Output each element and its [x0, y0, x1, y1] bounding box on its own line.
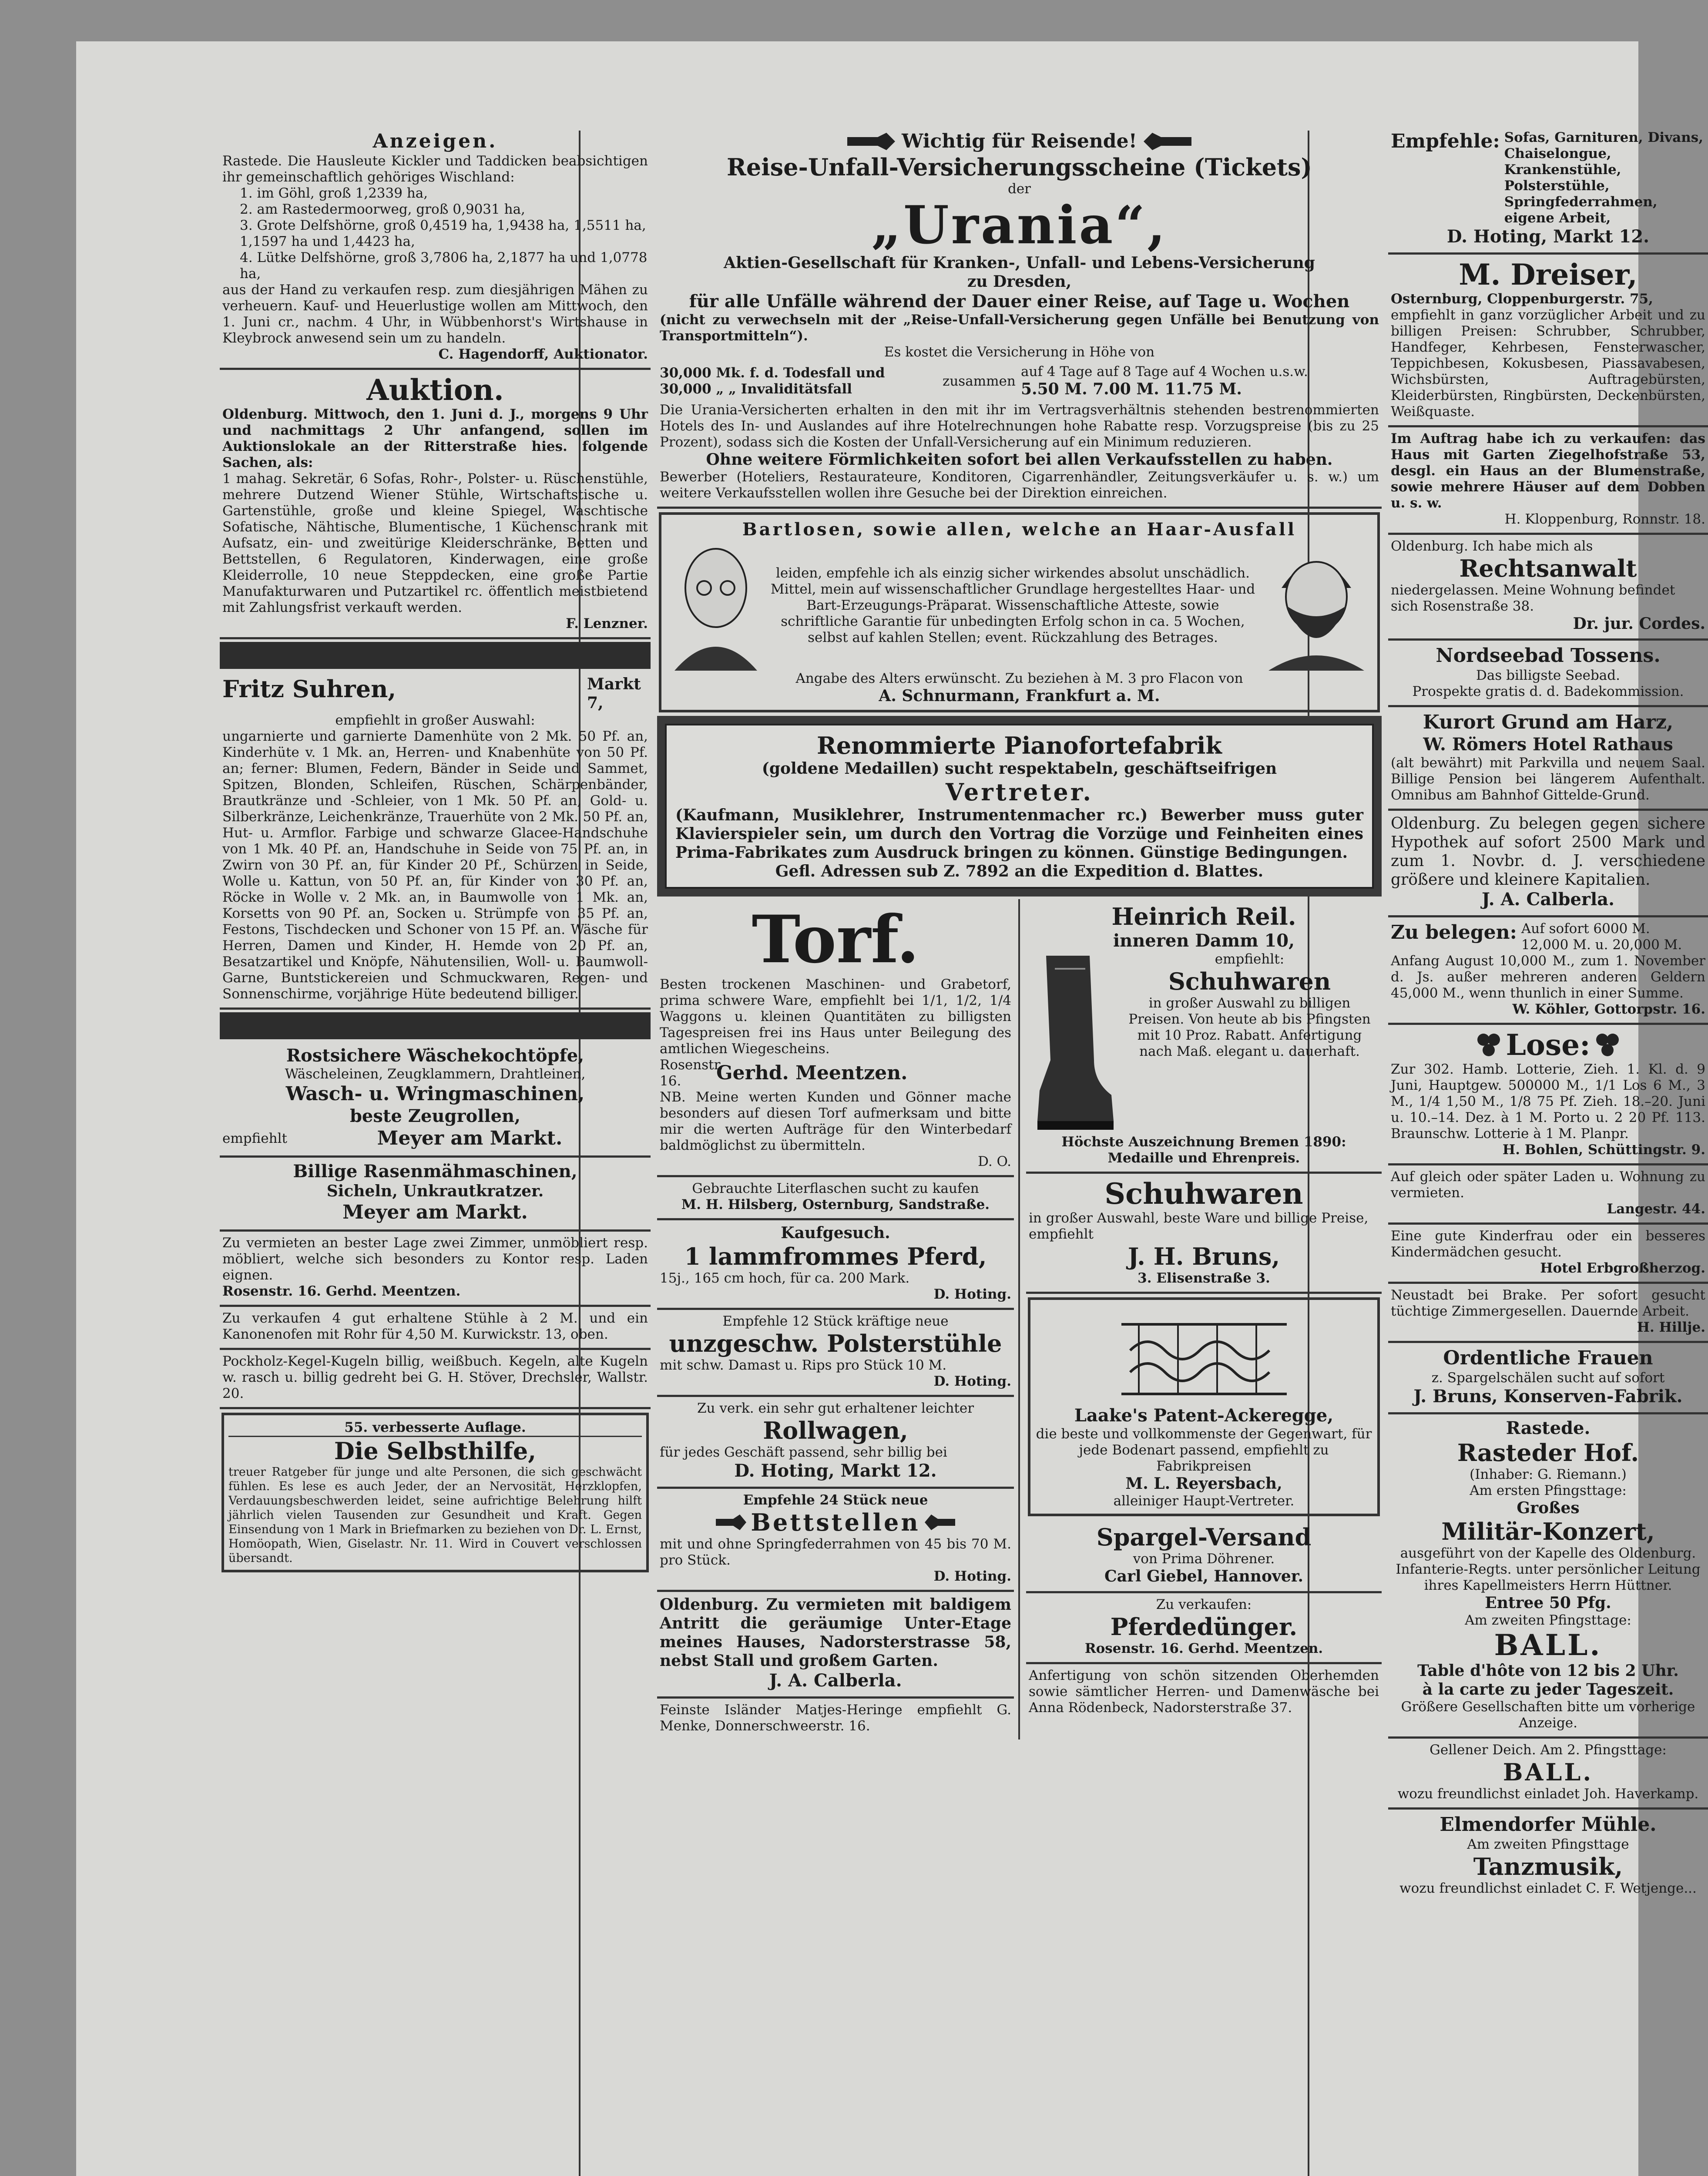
ad-title: Rechtsanwalt — [1459, 554, 1637, 582]
ad-schuhwaren-bruns — [1026, 1174, 1382, 1294]
ad-gellener-deich — [1388, 1739, 1708, 1810]
ad-haarausfall — [659, 512, 1380, 712]
ad-text: Es kostet die Versicherung in Höhe von — [884, 344, 1155, 360]
ad-subtitle: für alle Unfälle während der Dauer einer Reise, auf Tage u. Wochen — [689, 291, 1350, 312]
ad-headline: Rollwagen, — [763, 1417, 908, 1444]
ad-text: zusammen — [943, 373, 1016, 389]
ad-text: Pockholz-Kegel-Kugeln billig, weißbuch. Kegeln, alte Kugeln w. rasch u. billig gedreht bei G. H. Stöver, Drechsler, Wallstr. 20. — [222, 1353, 648, 1401]
ad-title: Empfehle: — [1391, 130, 1500, 152]
ad-title: M. Dreiser, — [1459, 258, 1638, 292]
ad-kegelkugeln — [220, 1350, 651, 1409]
ad-text: (goldene Medaillen) sucht respektabeln, geschäftseifrigen — [762, 759, 1277, 778]
ad-signature: J. A. Calberla. — [1481, 889, 1615, 910]
ad-signature: H. Kloppenburg, Ronnstr. 18. — [1504, 511, 1705, 527]
ad-polsterstuehle — [657, 1310, 1014, 1397]
ad-title: Auktion. — [366, 373, 504, 407]
ad-text: Zu verkaufen: — [1156, 1597, 1252, 1612]
ad-text: Gebrauchte Literflaschen sucht zu kaufen — [692, 1181, 979, 1196]
ad-text: ungarnierte und garnierte Damenhüte von 2 Mk. 50 Pf. an, Kinderhüte v. 1 Mk. an, Herren- und Knabenhüte von 50 Pf. an; ferner: Blumen, Federn, Bänder in Seide und Sammet, Spitzen, Blonden, Schleifen, Rüschen, Schärpenbänder, Brautkränze und -Schleier, von 1 Mk. 50 Pf. an, Gold- u. Silberkränze, Leichenkränze, Trauerhüte von 2 Mk. 50 Pf. an, Hut- u. Armflor. Farbige und schwarze Glacee-Handschuhe von 1 Mk. 40 Pf. an, Handschuhe in Seide von 75 Pf. an, in Zwirn von 30 Pf. an, für Kinder 20 Pf., Schürzen in Seide, Wolle u. Kattun, von 50 Pf. an, für Kinder von 30 Pf. an, Röcke in Wolle v. 2 Mk. an, in Baumwolle von 1 Mk. an, Korsetts von 90 Pf. an, Socken u. Strümpfe von 35 Pf. an, Festons, Tischdecken und Schoner von 15 Pf. an. Wäsche für Herren, Damen und Kinder, H. Hemde von 20 Pf. an, Besatzartikel und Knöpfe, Nähutensilien, Woll- u. Baumwoll-Garne, Buntstickereien und Schmuckwaren, Regen- und Sonnenschirme, vorjährige Hüte bedeutend billiger. — [222, 729, 648, 1002]
ad-signature: H. Bohlen, Schüttingstr. 9. — [1502, 1142, 1705, 1158]
ad-title: Heinrich Reil. — [1111, 903, 1296, 930]
ad-headline: W. Römers Hotel Rathaus — [1423, 734, 1673, 755]
price-header: auf 4 Tage auf 8 Tage auf 4 Wochen u.s.w. — [1021, 364, 1308, 379]
ad-signature: Rosenstr. 16. Gerhd. Meentzen. — [222, 1283, 461, 1299]
ad-signature: D. O. — [978, 1154, 1011, 1169]
price-row-label: 30,000 „ „ Invaliditätsfall — [660, 381, 852, 397]
ad-text: Oldenburg. Zu vermieten mit baldigem Antritt die geräumige Unter-Etage meines Hauses, Nadorsterstrasse 58, nebst Stall und großem Garten. — [660, 1595, 1011, 1670]
ad-dreiser — [1388, 255, 1708, 427]
ad-text: zu Dresden, — [967, 272, 1072, 291]
ad-text: Am zweiten Pfingsttage: — [1465, 1612, 1631, 1628]
ad-text: Rastede. Die Hausleute Kickler und Taddicken beabsichtigen ihr gemeinschaftlich gehöriges Wischland: — [222, 153, 648, 185]
ad-text: 1 mahag. Sekretär, 6 Sofas, Rohr-, Polster- u. Rüschenstühle, mehrere Dutzend Wiener Stühle, Wirtschaftstische u. Gartenstühle, große und kleine Spiegel, Waschtische Sofatische, Nähtische, Blumentische, 1 Küchenschrank mit Aufsatz, ein- und zweitürige Kleiderschränke, Betten und Bettstellen, 6 Regulatoren, Kinderwagen, eine große Kleiderrolle, 10 neue Steppdecken, eine große Partie Manufakturwaren und Putzartikel rc. öffentlich meistbietend mit Zahlungsfrist verkauft werden. — [222, 471, 648, 615]
ad-signature: wozu freundlichst einladet C. F. Wetjenge... — [1399, 1880, 1697, 1896]
ad-text: Sofas, Garnituren, Divans, Chaiselongue, Krankenstühle, Polsterstühle, Springfederrahmen, eigene Arbeit, — [1504, 130, 1704, 226]
ad-text: Entree 50 Pfg. — [1485, 1594, 1611, 1612]
ad-edition: 55. verbesserte Auflage. — [228, 1420, 642, 1437]
ad-text: Das billigste Seebad. — [1476, 668, 1620, 683]
ad-text: in großer Auswahl, beste Ware und billige Preise, empfiehlt — [1029, 1210, 1369, 1242]
ad-headline: Bettstellen — [751, 1508, 920, 1536]
column-middle — [657, 126, 1382, 2176]
ad-text: Neustadt bei Brake. Per sofort gesucht tüchtige Zimmergesellen. Dauernde Arbeit. — [1391, 1287, 1705, 1319]
company-name: „Urania“, — [871, 195, 1168, 256]
two-column-block — [657, 899, 1382, 1739]
ad-matjes — [657, 1699, 1014, 1739]
ad-text: Zu verkaufen 4 gut erhaltene Stühle à 2 M. und ein Kanonenofen mit Rohr für 4,50 M. Kurwickstr. 13, oben. — [222, 1310, 648, 1342]
ad-signature: A. Schnurmann, Frankfurt a. M. — [879, 687, 1160, 705]
ad-text: (Inhaber: G. Riemann.) — [1470, 1467, 1627, 1482]
ad-text: Zur 302. Hamb. Lotterie, Zieh. 1. Kl. d. 9 Juni, Hauptgew. 500000 M., 1/1 Los 6 M., 3 M., 1/4 1,50 M., 1/8 75 Pf. Zieh. 18.–20. Juni u. 10.–14. Dez. à 1 M. Porto u. 2 20 Pf. 113. Braunschw. Lotterie à 1 M. Planpr. — [1391, 1061, 1705, 1142]
sub-column — [1026, 899, 1382, 1739]
ad-signature: H. Hillje. — [1637, 1320, 1705, 1335]
ad-text: Ohne weitere Förmlichkeiten sofort bei allen Verkaufsstellen zu haben. — [706, 450, 1333, 469]
list-item: 4. Lütke Delfshörne, groß 3,7806 ha, 2,1877 ha und 1,0778 ha, — [240, 250, 648, 282]
ad-address: 3. Elisenstraße 3. — [1138, 1270, 1270, 1286]
ad-signature: J. Bruns, Konserven-Fabrik. — [1413, 1386, 1683, 1407]
ad-text: in großer Auswahl zu billigen Preisen. Von heute ab bis Pfingsten mit 10 Proz. Rabatt. Anfertigung nach Maß. elegant u. dauerhaft. — [1128, 995, 1371, 1059]
list-item: 1. im Göhl, groß 1,2339 ha, — [240, 185, 428, 201]
ad-text: Oldenburg. Ich habe mich als — [1391, 538, 1593, 554]
ad-rasteder-hof — [1388, 1414, 1708, 1739]
list-item: 2. am Rastedermoorweg, groß 0,9031 ha, — [240, 201, 525, 217]
ad-text: Großes — [1517, 1499, 1580, 1517]
ad-title: Zu belegen: — [1391, 921, 1517, 944]
ad-text: alleiniger Haupt-Vertreter. — [1113, 1493, 1295, 1509]
ad-title: Ordentliche Frauen — [1443, 1347, 1653, 1369]
ad-text: Prospekte gratis d. d. Badekommission. — [1412, 684, 1684, 699]
ad-text: Empfehle 24 Stück neue — [743, 1492, 928, 1508]
ad-oberhemden — [1026, 1664, 1382, 1721]
ad-text: leiden, empfehle ich als einzig sicher wirkendes absolut unschädlich. Mittel, mein auf wissenschaftlicher Grundlage hergestelltes Haar- und Bart-Erzeugungs-Präparat. Wissenschaftliche Atteste, sowie schriftliche Garantie für unbedingten Erfolg schon in ca. 5 Wochen, selbst auf kahlen Stellen; event. Rückzahlung des Betrages. — [770, 565, 1255, 645]
ad-text: (Kaufmann, Musiklehrer, Instrumentenmacher rc.) Bewerber muss guter Klavierspieler sein, um durch den Vortrag die Vorzüge und Feinheiten eines Prima-Fabrikates zum Ausdruck bringen zu können. Günstige Bedingungen. — [675, 806, 1363, 862]
ad-zu-belegen — [1388, 917, 1708, 1025]
ad-zimmergesellen — [1388, 1284, 1708, 1343]
ad-text: mit schw. Damast u. Rips pro Stück 10 M. — [660, 1357, 947, 1373]
ad-text: aus der Hand zu verkaufen resp. zum diesjährigen Mähen zu verheuern. Kauf- und Heuerlustige wollen am Mittwoch, den 1. Juni cr., nachm. 4 Uhr, in Wübbenhorst's Wirtshause in Kleybrock anwesend sein um zu handeln. — [222, 282, 648, 346]
bald-man-portrait — [666, 540, 766, 671]
ad-signature: D. Hoting. — [933, 1373, 1011, 1389]
ad-tossens — [1388, 641, 1708, 707]
bearded-man-portrait — [1260, 540, 1373, 671]
ad-signature: Carl Giebel, Hannover. — [1104, 1567, 1303, 1585]
ad-signature: Dr. jur. Cordes. — [1573, 615, 1705, 633]
ad-torf — [657, 899, 1014, 1177]
ad-signature: M. H. Hilsberg, Osternburg, Sandstraße. — [681, 1197, 990, 1212]
ad-text: für jedes Geschäft passend, sehr billig bei — [660, 1444, 947, 1460]
column-left — [220, 126, 651, 2176]
ad-text: treuer Ratgeber für junge und alte Personen, die sich geschwächt fühlen. Es lese es auch Jeder, der an Nervosität, Herzklopfen, Verdauungsbeschwerden leidet, seine aufrichtige Belehrung hilft jährlich vielen Tausenden zur Gesundheit und Kraft. Gegen Einsendung von 1 Mark in Briefmarken zu beziehen von Dr. L. Ernst, Homöopath, Wien, Giselastr. Nr. 11. Wird in Couvert verschlossen übersandt. — [228, 1465, 642, 1565]
ad-rechtsanwalt — [1388, 535, 1708, 641]
price-row-label: 30,000 Mk. f. d. Todesfall und — [660, 365, 885, 381]
ad-pianofortefabrik — [657, 716, 1382, 897]
ad-zimmer — [220, 1232, 651, 1307]
ad-text: Größere Gesellschaften bitte um vorherige Anzeige. — [1401, 1699, 1695, 1731]
ad-title: Billige Rasenmähmaschinen, — [293, 1161, 577, 1182]
ad-title: Laake's Patent-Ackeregge, — [1074, 1405, 1334, 1426]
ad-kicker: Wichtig für Reisende! — [902, 130, 1137, 152]
ad-headline: unzgeschw. Polsterstühle — [669, 1330, 1002, 1357]
ad-signature: D. Hoting, Markt 12. — [1446, 226, 1650, 247]
ad-title: Rasteder Hof. — [1457, 1439, 1639, 1467]
lottery-balls-icon — [1594, 1032, 1621, 1058]
ad-text: niedergelassen. Meine Wohnung befindet sich Rosenstraße 38. — [1391, 582, 1675, 614]
ad-signature: M. L. Reyersbach, — [1125, 1474, 1282, 1493]
harrow-illustration — [1113, 1307, 1295, 1403]
ad-title: Die Selbsthilfe, — [334, 1437, 537, 1465]
sub-column — [657, 899, 1020, 1739]
ad-heinrich-reil — [1026, 899, 1382, 1174]
ad-text: Auf sofort 6000 M. — [1521, 921, 1650, 937]
boot-illustration — [1029, 951, 1116, 1134]
lottery-balls-icon — [1476, 1032, 1502, 1058]
ad-title: Rostsichere Wäschekochtöpfe, — [286, 1045, 584, 1066]
ad-text: Höchste Auszeichnung Bremen 1890: Medaille und Ehrenpreis. — [1061, 1134, 1346, 1166]
ad-title: Lose: — [1506, 1028, 1591, 1062]
ad-text: Die Urania-Versicherten erhalten in den mit ihr im Vertragsverhältnis stehenden bestrenommierten Hotels des In- und Auslandes auf ihre Hotelrechnungen hohe Rabatte resp. Vorzugspreise (bis zu 25 Prozent), sodass sich die Kosten der Unfall-Versicherung auf ein Minimum reduzieren. — [660, 402, 1379, 450]
ad-headline: Tanzmusik, — [1473, 1853, 1623, 1880]
ad-title: Schuhwaren — [1104, 1177, 1303, 1211]
ad-text: Am ersten Pfingsttage: — [1470, 1483, 1627, 1498]
ad-text: Zu verk. ein sehr gut erhaltener leichter — [697, 1400, 974, 1416]
ad-text: NB. Meine werten Kunden und Gönner mache besonders auf diesen Torf aufmerksam und bitte mir die werten Aufträge für den Winterbedarf baldmöglichst zu übermitteln. — [660, 1089, 1011, 1153]
ad-text: Bewerber (Hoteliers, Restaurateure, Konditoren, Cigarrenhändler, Zeitungsverkäufer u. s. w.) um weitere Verkaufsstellen wollen ihre Gesuche bei der Direktion einreichen. — [660, 469, 1379, 501]
ad-address: Rosenstr. 16. — [660, 1057, 723, 1089]
ad-text: Rastede. — [1506, 1418, 1591, 1438]
pointing-hand-icon — [925, 1514, 955, 1531]
ad-auktion — [220, 370, 651, 639]
ad-text: Gefl. Adressen sub Z. 7892 an die Expedition d. Blattes. — [775, 862, 1264, 880]
ad-sofas — [1388, 126, 1708, 255]
ad-text: empfiehlt: — [1215, 951, 1285, 967]
pointing-hand-icon — [845, 131, 897, 152]
ad-address: Markt 7, — [587, 675, 641, 712]
ad-signature: Meyer am Markt. — [342, 1201, 528, 1223]
ad-text: Anfang August 10,000 M., zum 1. November d. Js. außer mehreren anderen Geldern 45,000 M., wenn thunlich in einer Summe. — [1391, 953, 1705, 1001]
ad-stuehle — [220, 1307, 651, 1350]
ad-title: Spargel-Versand — [1096, 1523, 1312, 1551]
ad-signature: F. Lenzner. — [566, 616, 648, 631]
ad-text: Eine gute Kinderfrau oder ein besseres Kindermädchen gesucht. — [1391, 1228, 1705, 1260]
black-rule — [220, 642, 651, 669]
ad-text: (alt bewährt) mit Parkvilla und neuem Saal. Billige Pension bei längerem Aufenthalt. Omnibus am Bahnhof Gittelde-Grund. — [1391, 755, 1705, 803]
ad-text: Auf gleich oder später Laden u. Wohnung zu vermieten. — [1391, 1169, 1705, 1201]
ad-text: empfiehlt in ganz vorzüglicher Arbeit und zu billigen Preisen: Schrubber, Schrubber, Handfeger, Kehrbesen, Fensterwascher, Teppichbesen, Kokusbesen, Piassavabesen, Wichsbürsten, Auftragebürsten, Kleiderbürsten, Ringbürsten, Deckenbürsten, Weißquaste. — [1391, 307, 1705, 420]
ad-lead: empfiehlt in großer Auswahl: — [335, 712, 535, 728]
ad-kurort-grund — [1388, 707, 1708, 811]
column-right — [1388, 126, 1708, 2176]
ad-text: von Prima Döhrener. — [1133, 1551, 1275, 1567]
ad-signature: wozu freundlichst einladet Joh. Haverkamp. — [1397, 1786, 1699, 1802]
ad-text: Oldenburg. Zu belegen gegen sichere Hypothek auf sofort 2500 Mark und zum 1. Novbr. d. J. verschiedene größere und kleinere Kapitalien. — [1391, 815, 1705, 889]
ad-headline: BALL. — [1503, 1758, 1594, 1786]
ad-waeschekochtoepfe — [220, 1042, 651, 1158]
ad-text: Sicheln, Unkrautkratzer. — [326, 1182, 544, 1200]
ad-title: Nordseebad Tossens. — [1436, 645, 1661, 667]
ad-signature: Rosenstr. 16. Gerhd. Meentzen. — [1084, 1641, 1323, 1656]
ad-signature: Meyer am Markt. — [377, 1127, 563, 1149]
ad-laden — [1388, 1165, 1708, 1225]
list-item: 3. Grote Delfshörne, groß 0,4519 ha, 1,9438 ha, 1,5511 ha, 1,1597 ha und 1,4423 ha, — [240, 218, 646, 249]
ad-lead: Oldenburg. Mittwoch, den 1. Juni d. J., morgens 9 Uhr und nachmittags 2 Uhr anfangend, sollen im Auktionslokale an der Ritterstraße hies. folgende Sachen, als: — [222, 406, 648, 470]
ad-address: inneren Damm 10, — [1113, 930, 1295, 951]
ad-title: Elmendorfer Mühle. — [1440, 1813, 1657, 1836]
ad-headline: Militär-Konzert, — [1441, 1518, 1655, 1545]
ad-signature: J. H. Bruns, — [1127, 1242, 1280, 1270]
pointing-hand-icon — [1141, 131, 1194, 152]
ad-kinderfrau — [1388, 1225, 1708, 1284]
ad-signature: D. Hoting, Markt 12. — [734, 1461, 937, 1481]
pointing-hand-icon — [716, 1514, 746, 1531]
ad-text: z. Spargelschälen sucht auf sofort — [1431, 1370, 1665, 1386]
ad-text: (nicht zu verwechseln mit der „Reise-Unfall-Versicherung gegen Unfälle bei Benutzung von Transportmitteln“). — [660, 312, 1379, 344]
ad-title: Fritz Suhren, — [222, 675, 396, 703]
ad-ackeregge — [1028, 1297, 1380, 1516]
ad-text: der — [1007, 181, 1031, 197]
ad-hypothek — [1388, 811, 1708, 917]
ad-text: empfiehlt — [222, 1130, 287, 1146]
ad-title: Kurort Grund am Harz, — [1423, 711, 1674, 733]
ad-text: Wäscheleinen, Zeugklammern, Drahtleinen, — [285, 1066, 586, 1082]
ad-title: Wasch- u. Wringmaschinen, — [285, 1083, 585, 1105]
ad-signature: D. Hoting. — [933, 1286, 1011, 1302]
ad-text: 15j., 165 cm hoch, für ca. 200 Mark. — [660, 1270, 910, 1286]
ad-selbsthilfe — [221, 1413, 649, 1572]
section-title: Anzeigen. — [372, 130, 498, 152]
ad-signature: C. Hagendorff, Auktionator. — [438, 346, 648, 362]
ad-title: Kaufgesuch. — [781, 1224, 890, 1242]
price-values: 5.50 M. 7.00 M. 11.75 M. — [1021, 380, 1242, 398]
ad-text: 12,000 M. u. 20,000 M. — [1521, 937, 1682, 953]
black-rule — [220, 1012, 651, 1039]
ad-wischland — [220, 126, 651, 370]
ad-text: Aktien-Gesellschaft für Kranken-, Unfall- und Lebens-Versicherung — [724, 254, 1315, 272]
ad-title: beste Zeugrollen, — [349, 1106, 521, 1126]
ad-title: Pferdedünger. — [1110, 1613, 1298, 1641]
ad-lose — [1388, 1025, 1708, 1165]
newspaper-page — [76, 41, 1705, 2176]
ad-text: Empfehle 12 Stück kräftige neue — [722, 1313, 949, 1329]
ad-text: Am zweiten Pfingsttage — [1467, 1837, 1629, 1852]
ad-headline: 1 lammfrommes Pferd, — [684, 1242, 987, 1270]
ad-text: Besten trockenen Maschinen- und Grabetorf, prima schwere Ware, empfiehlt bei 1/1, 1/2, 1/4 Waggons u. kleinen Quantitäten zu billigsten Tagespreisen frei ins Haus unter Beilegung des amtlichen Wiegescheins. — [660, 977, 1011, 1057]
ad-text: die beste und vollkommenste der Gegenwart, für jede Bodenart passend, empfiehlt zu Fabrikpreisen — [1036, 1426, 1372, 1474]
ad-signature: J. A. Calberla. — [769, 1670, 902, 1691]
ad-rasenmaehmaschinen — [220, 1158, 651, 1232]
ad-subtitle: Vertreter. — [945, 778, 1094, 806]
ad-signature: Langestr. 44. — [1607, 1201, 1705, 1217]
ad-pferdeduenger — [1026, 1593, 1382, 1664]
ad-urania — [657, 126, 1382, 509]
ad-pferd — [657, 1220, 1014, 1310]
ad-address: Osternburg, Cloppenburgerstr. 75, — [1391, 291, 1653, 307]
price-table — [660, 364, 1379, 399]
land-list — [222, 185, 648, 282]
ad-headline: BALL. — [1494, 1628, 1602, 1662]
ad-frauen — [1388, 1343, 1708, 1414]
ad-text: ausgeführt von der Kapelle des Oldenburg. Infanterie-Regts. unter persönlicher Leitung ihres Kapellmeisters Herrn Hüttner. — [1396, 1545, 1701, 1593]
ad-elmendorfer-muehle — [1388, 1810, 1708, 1902]
ad-text: Im Auftrag habe ich zu verkaufen: das Haus mit Garten Ziegelhofstraße 53, desgl. ein Haus an der Blumenstraße, sowie mehrere Häuser auf dem Dobben u. s. w. — [1391, 431, 1705, 511]
ad-text: Angabe des Alters erwünscht. Zu beziehen à M. 3 pro Flacon von — [795, 671, 1243, 686]
ad-text: Table d'hôte von 12 bis 2 Uhr. — [1417, 1662, 1679, 1680]
ad-text: Feinste Isländer Matjes-Heringe empfiehlt G. Menke, Donnerschweerstr. 16. — [660, 1702, 1011, 1734]
ad-text: Gellener Deich. Am 2. Pfingsttage: — [1429, 1742, 1667, 1758]
ad-rollwagen — [657, 1397, 1014, 1489]
ad-text: à la carte zu jeder Tageszeit. — [1422, 1680, 1674, 1699]
ad-text: Anfertigung von schön sitzenden Oberhemden sowie sämtlicher Herren- und Damenwäsche bei Anna Rödenbeck, Nadorsterstraße 37. — [1029, 1668, 1379, 1716]
ad-title: Bartlosen, sowie allen, welche an Haar-Ausfall — [742, 519, 1297, 540]
ad-unter-etage — [657, 1592, 1014, 1699]
ad-bettstellen — [657, 1489, 1014, 1592]
ad-signature: W. Köhler, Gottorpstr. 16. — [1512, 1001, 1705, 1017]
ad-signature: Hotel Erbgroßherzog. — [1540, 1260, 1705, 1276]
ad-spargel-versand — [1026, 1520, 1382, 1593]
ad-text: mit und ohne Springfederrahmen von 45 bis 70 M. pro Stück. — [660, 1536, 1011, 1568]
ad-literflaschen — [657, 1177, 1014, 1220]
ad-fritz-suhren — [220, 672, 651, 1010]
ad-haus-verkauf — [1388, 427, 1708, 535]
ad-title: Torf. — [752, 901, 919, 978]
ad-signature: Gerhd. Meentzen. — [716, 1062, 908, 1084]
ad-title: Renommierte Pianofortefabrik — [817, 732, 1222, 759]
ad-headline: Schuhwaren — [1168, 967, 1331, 995]
ad-text: Zu vermieten an bester Lage zwei Zimmer, unmöbliert resp. möbliert, welche sich besonders zu Kontor resp. Laden eignen. — [222, 1235, 648, 1283]
ad-title: Reise-Unfall-Versicherungsscheine (Tickets) — [727, 153, 1312, 181]
ad-signature: D. Hoting. — [933, 1568, 1011, 1584]
